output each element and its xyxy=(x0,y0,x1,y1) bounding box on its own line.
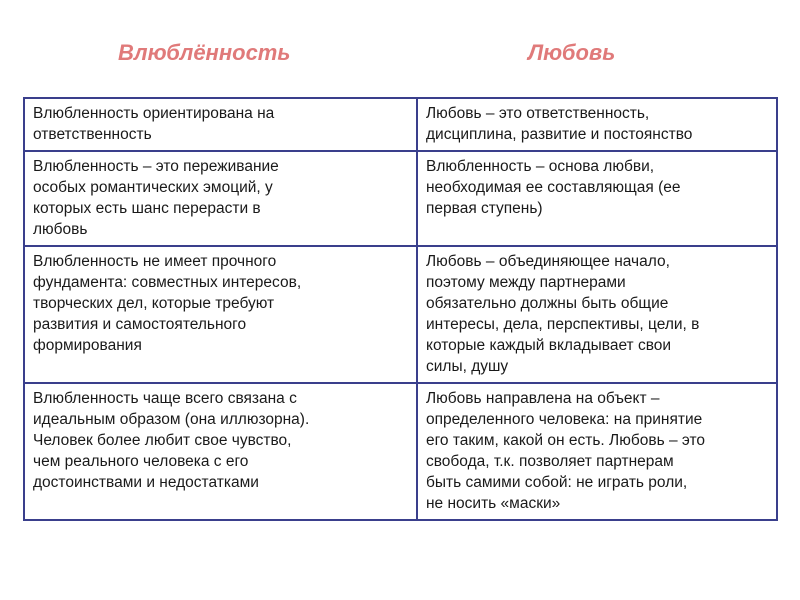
table-cell-infatuation: Влюбленность ориентирована на ответственность xyxy=(24,98,417,151)
table-cell-love: Любовь – это ответственность, дисциплина, развитие и постоянство xyxy=(417,98,777,151)
table-row xyxy=(24,151,777,246)
comparison-table xyxy=(23,97,778,521)
table-row xyxy=(24,246,777,383)
table-cell-infatuation: Влюбленность чаще всего связана с идеальным образом (она иллюзорна). Человек более любит свое чувство, чем реального человека с его достоинствами и недостатками xyxy=(24,383,417,520)
table-cell-love: Любовь – объединяющее начало, поэтому между партнерами обязательно должны быть общие интересы, дела, перспективы, цели, в которые каждый вкладывает свои силы, душу xyxy=(417,246,777,383)
table-cell-love: Влюбленность – основа любви, необходимая ее составляющая (ее первая ступень) xyxy=(417,151,777,246)
table-row xyxy=(24,383,777,520)
table-cell-infatuation: Влюбленность – это переживание особых романтических эмоций, у которых есть шанс перерасти в любовь xyxy=(24,151,417,246)
table-cell-love: Любовь направлена на объект – определенного человека: на принятие его таким, какой он есть. Любовь – это свобода, т.к. позволяет партнерам быть самими собой: не играть роли, не носить «маски» xyxy=(417,383,777,520)
table-cell-infatuation: Влюбленность не имеет прочного фундамента: совместных интересов, творческих дел, которые требуют развития и самостоятельного формирования xyxy=(24,246,417,383)
header-love: Любовь xyxy=(528,40,616,65)
table-row xyxy=(24,98,777,151)
header-infatuation: Влюблённость xyxy=(118,40,291,65)
